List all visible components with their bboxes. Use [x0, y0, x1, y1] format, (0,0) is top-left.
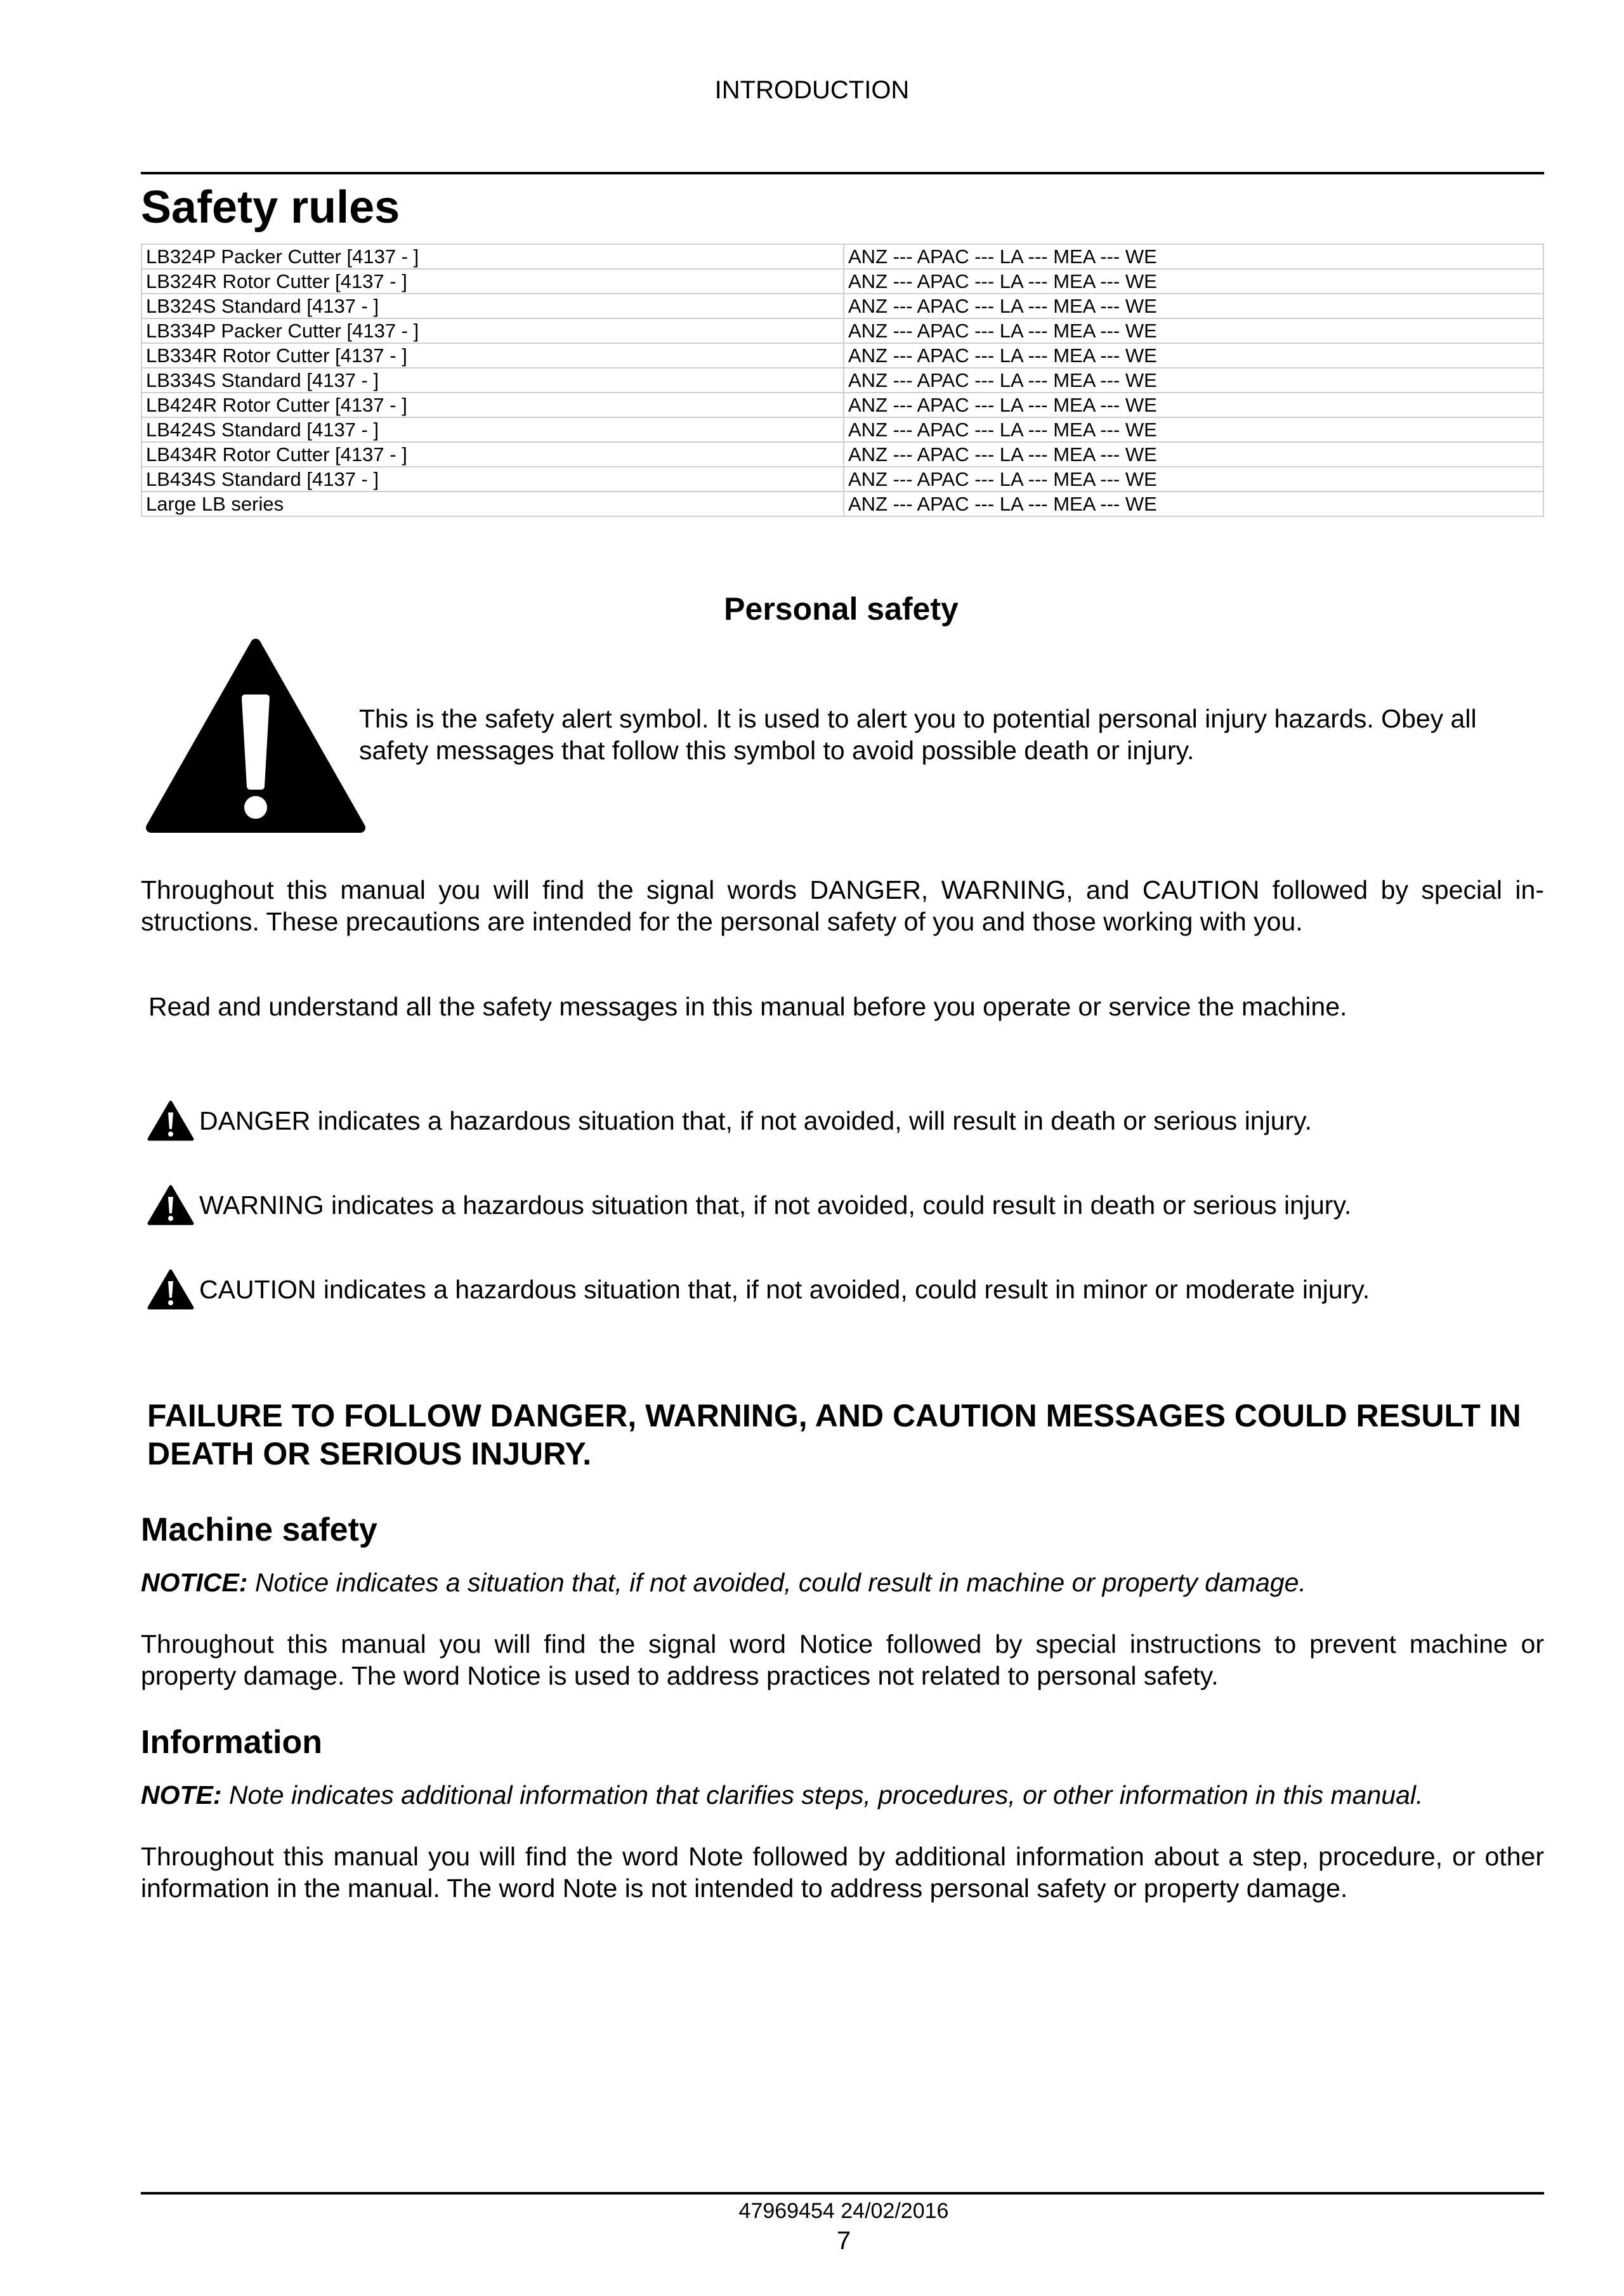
read-understand-paragraph: Read and understand all the safety messages in this manual before you operate or service the machine.	[148, 992, 1347, 1021]
region-cell: ANZ --- APAC --- LA --- MEA --- WE	[844, 269, 1543, 294]
region-cell: ANZ --- APAC --- LA --- MEA --- WE	[844, 244, 1543, 269]
note-label: NOTE:	[141, 1780, 222, 1810]
model-cell: LB324S Standard [4137 - ]	[141, 294, 844, 318]
table-row	[141, 244, 1543, 269]
table-row	[141, 492, 1543, 516]
alert-description: This is the safety alert symbol. It is used to alert you to potential personal injury hazards. Obey all safety messages that follow this symbol to avoid possible death or injury.	[359, 704, 1477, 765]
models-table	[141, 244, 1544, 517]
caution-alert-icon	[147, 1269, 194, 1310]
document-id: 47969454 24/02/2016	[738, 2199, 949, 2223]
machine-safety-paragraph: Throughout this manual you will find the signal word Notice followed by special instructions to prevent machine or property damage. The word Notice is used to address practices not related to personal safety.	[141, 1629, 1544, 1690]
danger-alert-icon	[147, 1100, 194, 1142]
notice-label: NOTICE:	[141, 1568, 248, 1597]
region-cell: ANZ --- APAC --- LA --- MEA --- WE	[844, 368, 1543, 393]
model-cell: LB424S Standard [4137 - ]	[141, 417, 844, 442]
region-cell: ANZ --- APAC --- LA --- MEA --- WE	[844, 343, 1543, 368]
region-cell: ANZ --- APAC --- LA --- MEA --- WE	[844, 492, 1543, 516]
model-cell: LB434S Standard [4137 - ]	[141, 467, 844, 492]
running-header: INTRODUCTION	[714, 76, 910, 104]
table-row	[141, 269, 1543, 294]
warning-alert-icon	[147, 1184, 194, 1226]
region-cell: ANZ --- APAC --- LA --- MEA --- WE	[844, 318, 1543, 343]
model-cell: LB324R Rotor Cutter [4137 - ]	[141, 269, 844, 294]
table-row	[141, 442, 1543, 467]
model-cell: LB324P Packer Cutter [4137 - ]	[141, 244, 844, 269]
note-statement	[141, 1779, 1544, 1811]
region-cell: ANZ --- APAC --- LA --- MEA --- WE	[844, 417, 1543, 442]
caution-text: CAUTION indicates a hazardous situation that, if not avoided, could result in minor or moderate injury.	[199, 1275, 1370, 1304]
information-paragraph: Throughout this manual you will find the word Note followed by additional information about a step, procedure, or other information in the manual. The word Note is not intended to address personal safety or property damage.	[141, 1842, 1544, 1903]
table-row	[141, 393, 1543, 417]
region-cell: ANZ --- APAC --- LA --- MEA --- WE	[844, 393, 1543, 417]
notice-text: Notice indicates a situation that, if not avoided, could result in machine or property damage.	[254, 1568, 1306, 1597]
region-cell: ANZ --- APAC --- LA --- MEA --- WE	[844, 294, 1543, 318]
table-row	[141, 294, 1543, 318]
page-title: Safety rules	[141, 182, 400, 233]
model-cell: Large LB series	[141, 492, 844, 516]
table-row	[141, 343, 1543, 368]
table-row	[141, 318, 1543, 343]
personal-safety-heading: Personal safety	[724, 591, 959, 627]
region-cell: ANZ --- APAC --- LA --- MEA --- WE	[844, 442, 1543, 467]
table-row	[141, 368, 1543, 393]
model-cell: LB334P Packer Cutter [4137 - ]	[141, 318, 844, 343]
failure-warning: FAILURE TO FOLLOW DANGER, WARNING, AND CAUTION MESSAGES COULD RESULT IN DEATH OR SERIOUS INJURY.	[147, 1398, 1521, 1471]
model-cell: LB334S Standard [4137 - ]	[141, 368, 844, 393]
region-cell: ANZ --- APAC --- LA --- MEA --- WE	[844, 467, 1543, 492]
danger-text: DANGER indicates a hazardous situation that, if not avoided, will result in death or serious injury.	[199, 1106, 1313, 1135]
safety-alert-icon	[145, 637, 367, 834]
model-cell: LB334R Rotor Cutter [4137 - ]	[141, 343, 844, 368]
note-text: Note indicates additional information that clarifies steps, procedures, or other information in this manual.	[228, 1780, 1424, 1810]
warning-text: WARNING indicates a hazardous situation that, if not avoided, could result in death or serious injury.	[199, 1190, 1352, 1220]
machine-safety-heading: Machine safety	[141, 1511, 377, 1548]
notice-statement	[141, 1567, 1544, 1598]
page-number: 7	[836, 2227, 851, 2255]
table-row	[141, 467, 1543, 492]
bottom-rule	[141, 2192, 1544, 2195]
top-rule	[141, 172, 1544, 174]
signal-words-paragraph: Throughout this manual you will find the signal words DANGER, WARNING, and CAUTION followed by special in-structions. These precautions are intended for the personal safety of you and those working with you.	[141, 875, 1544, 936]
information-heading: Information	[141, 1724, 322, 1761]
model-cell: LB424R Rotor Cutter [4137 - ]	[141, 393, 844, 417]
model-cell: LB434R Rotor Cutter [4137 - ]	[141, 442, 844, 467]
table-row	[141, 417, 1543, 442]
